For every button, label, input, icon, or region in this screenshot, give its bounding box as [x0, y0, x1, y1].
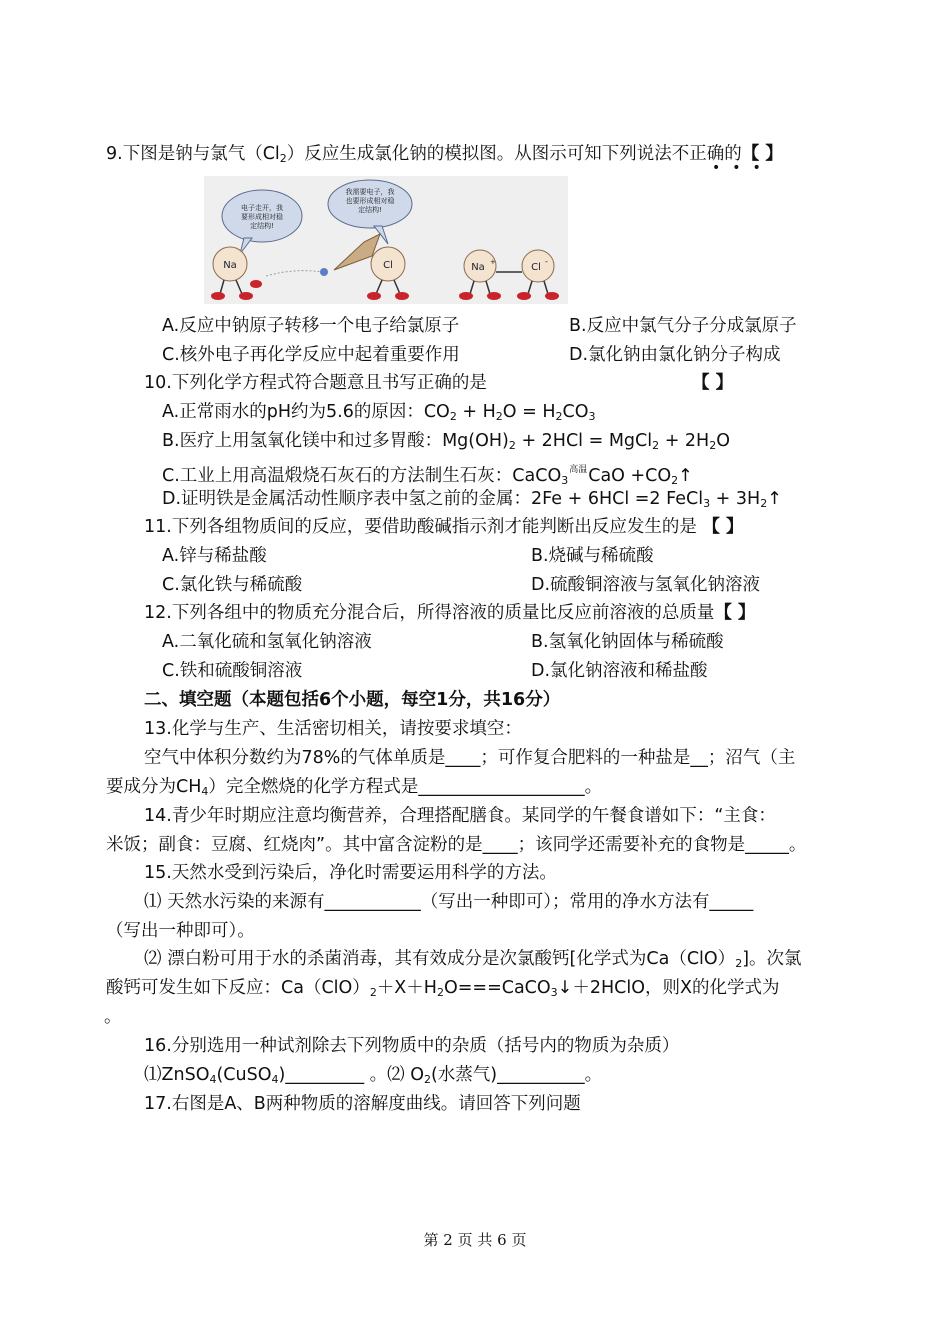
- q10-option-c: C.工业上用高温煅烧石灰石的方法制生石灰：CaCO$_3$高温CaO $+CO_2↑$: [162, 458, 693, 488]
- q9-option-c: C.核外电子再化学反应中起着重要作用: [162, 345, 460, 365]
- q14-line-2: 米饭；副食：豆腐、红烧肉”。其中富含淀粉的是____；该同学还需要补充的食物是_____。: [106, 835, 807, 855]
- q12-option-b: B.氢氧化钠固体与稀硫酸: [531, 632, 724, 652]
- svg-text:Cl: Cl: [531, 262, 541, 273]
- q16-stem: 16.分别选用一种试剂除去下列物质中的杂质（括号内的物质为杂质）: [144, 1036, 680, 1056]
- q9-option-b: B.反应中氯气分子分成氯原子: [569, 316, 797, 336]
- q13-line-1: 空气中体积分数约为78%的气体单质是____；可作复合肥料的一种盐是__；沼气（主: [144, 748, 796, 768]
- q15-part2-line-2: 酸钙可发生如下反应：$Ca(ClO)_2+X+H_2O===CaCO_3↓+2HClO$，则X的化学式为: [106, 978, 780, 999]
- q12-option-c: C.铁和硫酸铜溶液: [162, 661, 303, 681]
- section-heading: 二、填空题（本题包括6个小题，每空1分，共16分）: [144, 690, 561, 710]
- svg-text:我需要电子，我也要形成相对稳定结构!: 我需要电子，我也要形成相对稳定结构!: [345, 188, 395, 214]
- sodium-chlorine-reaction-illustration: [204, 176, 568, 304]
- svg-text:-: -: [545, 257, 548, 266]
- svg-text:Na: Na: [223, 260, 237, 271]
- q11-option-a: A.锌与稀盐酸: [162, 546, 267, 566]
- q9-option-a: A.反应中钠原子转移一个电子给氯原子: [162, 316, 460, 336]
- svg-text:+: +: [490, 258, 496, 266]
- sodium-ion-character: [459, 250, 501, 300]
- svg-text:电子走开，我要形成相对稳定结构!: 电子走开，我要形成相对稳定结构!: [241, 204, 283, 230]
- q12-option-d: D.氯化钠溶液和稀盐酸: [531, 661, 708, 681]
- sodium-atom-character: [211, 247, 262, 300]
- svg-text:Na: Na: [471, 262, 485, 273]
- q9-answer-bracket: 【 】: [741, 144, 783, 164]
- chlorine-atom-character: [367, 247, 409, 300]
- q15-part1-line-2: （写出一种即可）。: [106, 921, 255, 941]
- svg-text:Cl: Cl: [383, 260, 393, 271]
- q16-line-1: ⑴ZnSO$_4$(CuSO$_4$)_________ 。⑵ $O_2$(水蒸气)__________。: [144, 1065, 603, 1086]
- q13-line-2: 要成分为$CH_4$）完全燃烧的化学方程式是___________________。: [106, 777, 603, 798]
- q11-stem: 11.下列各组物质间的反应，要借助酸碱指示剂才能判断出反应发生的是 【 】: [144, 517, 744, 537]
- q17-stem: 17.右图是A、B两种物质的溶解度曲线。请回答下列问题: [144, 1094, 581, 1114]
- q9-stem: 9.下图是钠与氯气$(Cl_2)$反应生成氯化钠的模拟图。从图示可知下列说法不正确的【 】: [106, 144, 783, 165]
- q12-answer-bracket: 【 】: [714, 603, 756, 623]
- q15-stem: 15.天然水受到污染后，净化时需要运用科学的方法。: [144, 863, 557, 883]
- q14-line-1: 14.青少年时期应注意均衡营养，合理搭配膳食。某同学的午餐食谱如下：“主食：: [144, 806, 776, 826]
- q15-part2-line-1: ⑵ 漂白粉可用于水的杀菌消毒，其有效成分是次氯酸钙[化学式为$Ca(ClO)_2$]。次氯: [144, 949, 802, 970]
- q11-option-b: B.烧碱与稀硫酸: [531, 546, 654, 566]
- q11-answer-bracket: 【 】: [702, 517, 744, 537]
- q15-part1-line-1: ⑴ 天然水污染的来源有___________（写出一种即可）；常用的净水方法有_____: [144, 892, 754, 912]
- page-footer: 第 2 页 共 6 页: [423, 1231, 527, 1249]
- q10-option-b: B.医疗上用氢氧化镁中和过多胃酸：$Mg(OH)_2 + 2HCl$ = MgCl$_2$ + $2H_2O$: [162, 431, 730, 452]
- reaction-condition: 高温: [569, 465, 588, 475]
- chloride-ion-character: [496, 250, 559, 300]
- q12-stem: 12.下列各组中的物质充分混合后，所得溶液的质量比反应前溶液的总质量【 】: [144, 603, 756, 623]
- q10-option-a: A.正常雨水的pH约为5.6的原因：$CO_2 + H_2O = H_2CO_3$: [162, 402, 596, 423]
- q11-option-c: C.氯化铁与稀硫酸: [162, 575, 303, 595]
- q13-stem: 13.化学与生产、生活密切相关，请按要求填空：: [144, 719, 522, 739]
- q10-answer-bracket: 【 】: [692, 373, 734, 393]
- q11-option-d: D.硫酸铜溶液与氢氧化钠溶液: [531, 575, 761, 595]
- q15-part2-line-3: 。: [104, 1007, 122, 1027]
- q12-option-a: A.二氧化硫和氢氧化钠溶液: [162, 632, 372, 652]
- emphasis-dots: •••: [712, 160, 773, 176]
- q10-stem: 10.下列化学方程式符合题意且书写正确的是: [144, 373, 487, 393]
- q10-option-d: D.证明铁是金属活动性顺序表中氢之前的金属：2Fe + 6HCl =2 FeCl$_3$ + $3H_2↑$: [162, 489, 782, 510]
- q9-option-d: D.氯化钠由氯化钠分子构成: [569, 345, 781, 365]
